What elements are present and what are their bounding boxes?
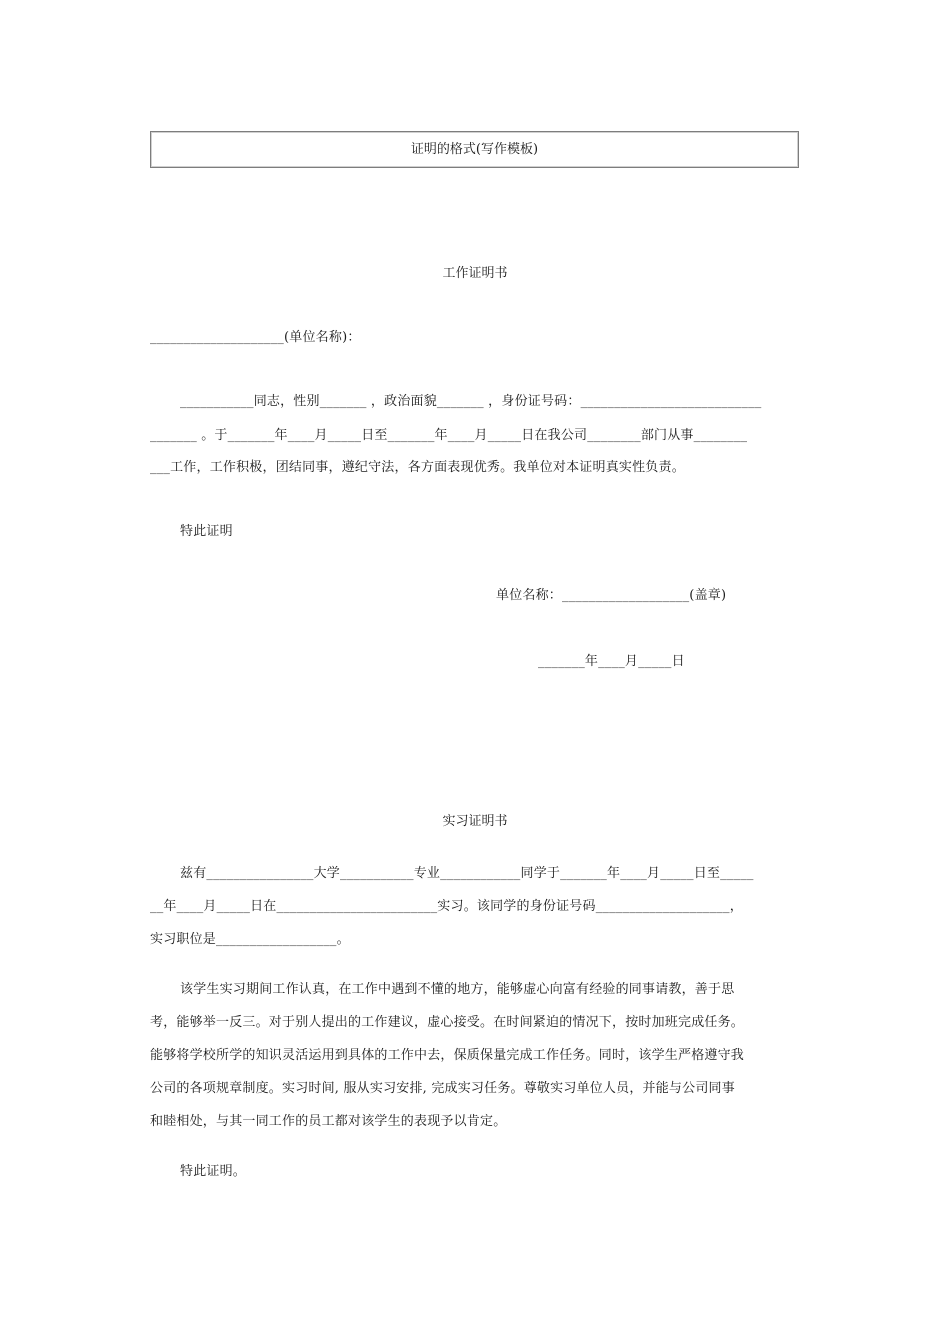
intern-cert-closing: 特此证明。 [180,1164,247,1179]
document-title: 证明的格式(写作模板) [410,142,539,157]
work-cert-closing: 特此证明 [180,524,233,539]
intern-cert-p2-line-5: 和睦相处，与其一同工作的员工都对该学生的表现予以肯定。 [150,1114,507,1129]
work-cert-title: 工作证明书 [442,266,508,281]
work-cert-date: _______年____月_____日 [538,654,685,669]
work-cert-addressee: ____________________(单位名称)： [150,330,361,345]
intern-cert-p2-line-2: 考，能够举一反三。对于别人提出的工作建议，虚心接受。在时间紧迫的情况下，按时加班完成任务。 [150,1015,745,1030]
intern-cert-p1-line-1: 兹有________________大学___________专业____________同学于_______年____月_____日至_____ [180,866,754,881]
intern-cert-p2-line-1: 该学生实习期间工作认真，在工作中遇到不懂的地方，能够虚心向富有经验的同事请教，善于思 [180,982,735,997]
work-cert-body-line-2: _______ 。于_______年____月_____日至_______年____月_____日在我公司________部门从事________ [150,428,748,443]
intern-cert-title: 实习证明书 [442,814,508,829]
intern-cert-p2-line-4: 公司的各项规章制度。实习时间, 服从实习安排, 完成实习任务。尊敬实习单位人员，并能与公司同事 [150,1081,735,1096]
intern-cert-p2-line-3: 能够将学校所学的知识灵活运用到具体的工作中去，保质保量完成工作任务。同时，该学生严格遵守我 [150,1048,745,1063]
work-cert-body-line-3: ___工作，工作积极，团结同事，遵纪守法，各方面表现优秀。我单位对本证明真实性负责。 [150,460,685,475]
work-cert-unit-signature: 单位名称：___________________(盖章) [496,588,727,603]
intern-cert-p1-line-3: 实习职位是__________________。 [150,932,350,947]
intern-cert-p1-line-2: __年____月_____日在________________________实习。该同学的身份证号码____________________， [150,899,743,914]
document-title-box [150,131,799,168]
work-cert-body-line-1: ___________同志，性别_______ ，政治面貌_______ ，身份证号码：___________________________ [180,394,762,409]
